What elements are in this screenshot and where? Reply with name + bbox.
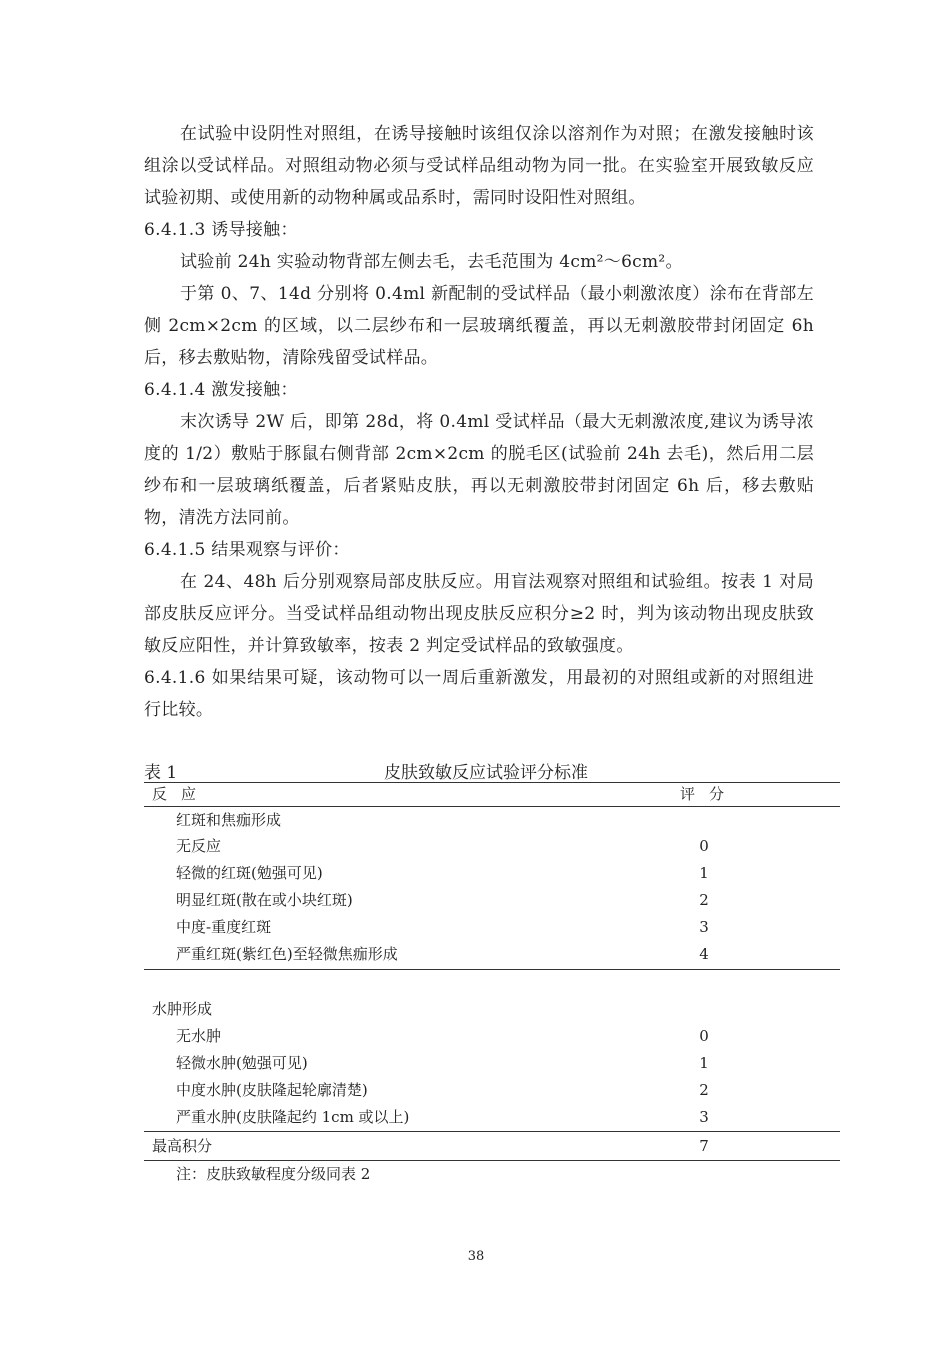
table-row: 严重水肿(皮肤隆起约 1cm 或以上) 3 (176, 1108, 709, 1126)
paragraph: 末次诱导 2W 后，即第 28d，将 0.4ml 受试样品（最大无刺激浓度,建议为诱导浓度的 1/2）敷贴于豚鼠右侧背部 2cm×2cm 的脱毛区(试验前 24h 去毛)，然后用二层纱布和一层玻璃纸覆盖，后者紧贴皮肤，再以无刺激胶带封闭固定 6h 后，移去敷贴物，清洗方法同前。 (144, 412, 814, 528)
table-row: 严重红斑(紫红色)至轻微焦痂形成 4 (176, 945, 709, 963)
paragraph: 于第 0、7、14d 分别将 0.4ml 新配制的受试样品（最小刺激浓度）涂布在背部左侧 2cm×2cm 的区域，以二层纱布和一层玻璃纸覆盖，再以无刺激胶带封闭固定 6h 后，移去敷贴物，清除残留受试样品。 (144, 284, 814, 368)
table-row: 轻微水肿(勉强可见) 1 (176, 1054, 709, 1072)
paragraph: 试验前 24h 实验动物背部左侧去毛，去毛范围为 4cm²～6cm²。 (180, 252, 683, 272)
paragraph: 6.4.1.6 如果结果可疑，该动物可以一周后重新激发，用最初的对照组或新的对照组进行比较。 (144, 668, 814, 720)
header-reaction: 反应 (152, 785, 211, 803)
table-row: 无水肿 0 (176, 1027, 709, 1045)
section-heading: 6.4.1.5 结果观察与评价： (144, 540, 350, 560)
body-text (144, 118, 814, 726)
edema-group-title: 水肿形成 (152, 1000, 213, 1018)
table-row: 轻微的红斑(勉强可见) 1 (176, 864, 709, 882)
paragraph: 在试验中设阴性对照组，在诱导接触时该组仅涂以溶剂作为对照；在激发接触时该组涂以受试样品。对照组动物必须与受试样品组动物为同一批。在实验室开展致敏反应试验初期、或使用新的动物种属或品系时，需同时设阳性对照组。 (144, 124, 814, 208)
table-row: 无反应 0 (176, 837, 709, 855)
page-number: 38 (467, 1249, 485, 1264)
table-row: 明显红斑(散在或小块红斑) 2 (176, 891, 709, 909)
table-row: 中度水肿(皮肤隆起轮廓清楚) 2 (176, 1081, 709, 1099)
erythema-group-title: 红斑和焦痂形成 (176, 811, 282, 829)
table-bottom-rule (144, 1160, 840, 1161)
table-label: 表 1 (144, 763, 178, 783)
table-title (144, 758, 840, 782)
table-header-row (144, 781, 840, 807)
table-total-rule (144, 1131, 840, 1132)
table-caption: 皮肤致敏反应试验评分标准 (384, 763, 588, 783)
header-score: 评分 (680, 785, 739, 803)
section-heading: 6.4.1.4 激发接触： (144, 380, 298, 400)
table-note: 注：皮肤致敏程度分级同表 2 (176, 1165, 371, 1183)
table-total-row: 最高积分 7 (152, 1137, 709, 1155)
table-section-rule (144, 969, 840, 970)
section-heading: 6.4.1.3 诱导接触： (144, 220, 298, 240)
table-row: 中度-重度红斑 3 (176, 918, 709, 936)
paragraph: 在 24、48h 后分别观察局部皮肤反应。用盲法观察对照组和试验组。按表 1 对局部皮肤反应评分。当受试样品组动物出现皮肤反应积分≥2 时，判为该动物出现皮肤致敏反应阳性，并计算致敏率，按表 2 判定受试样品的致敏强度。 (144, 572, 814, 656)
